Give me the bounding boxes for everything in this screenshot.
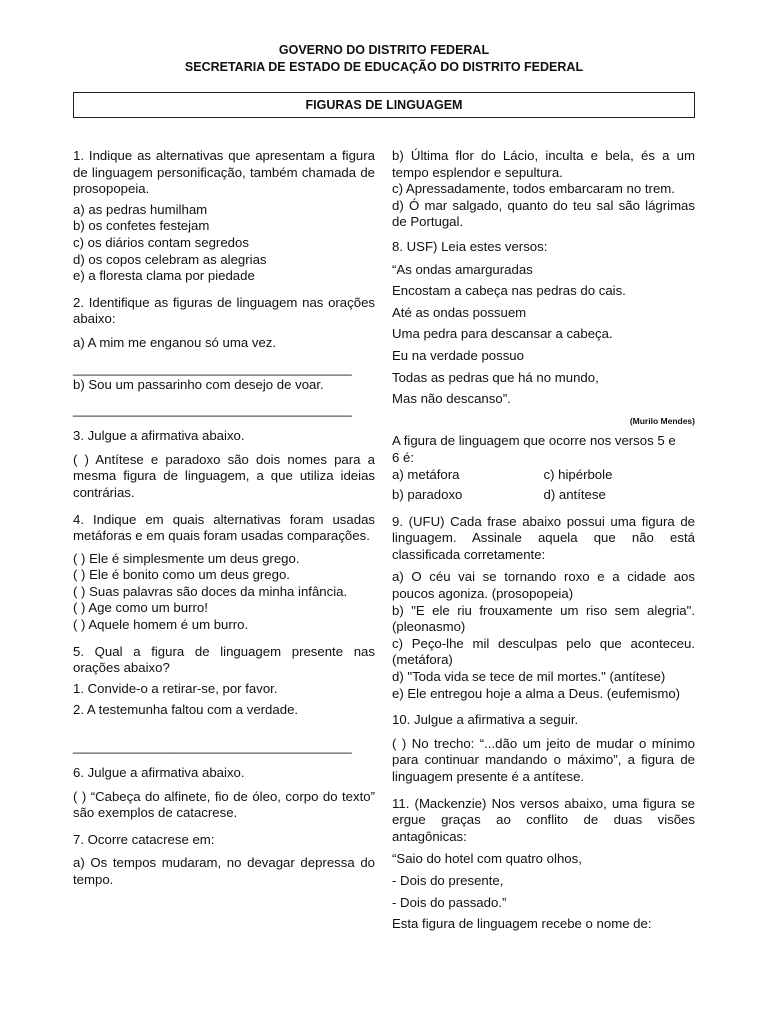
poem-source: (Murilo Mendes) [629,415,695,426]
question-4-item: ( ) Aquele homem é um burro. [73,617,249,633]
verses [392,851,695,911]
question-5-text: 5. Qual a figura de linguagem presente nas orações abaixo? [73,643,375,676]
poem-verse: Eu na verdade possuo [392,347,524,363]
question-4-text: 4. Indique em quais alternativas foram usadas metáforas e em quais foram usadas comparações. [73,511,375,544]
question-4 [73,512,375,634]
question-1-option: b) os confetes festejam [73,218,210,234]
question-10-statement: ( ) No trecho: “...dão um jeito de mudar o mínimo para continuar mandando o máximo”, a figura de linguagem presente é a antítese. [392,735,695,784]
question-8-question: A figura de linguagem que ocorre nos versos 5 e 6 é: [392,433,676,465]
question-9-item: d) "Toda vida se tece de mil mortes." (antítese) [392,669,666,685]
question-2-text: 2. Identifique as figuras de linguagem nas orações abaixo: [73,294,375,327]
answer-line[interactable]: ______________________________________ [73,402,352,418]
question-1-text: 1. Indique as alternativas que apresentam a figura de linguagem personificação, também chamada de prosopopeia. [73,148,375,197]
question-1 [73,148,375,285]
question-4-item: ( ) Suas palavras são doces da minha infância. [73,583,348,599]
question-7-option-c: c) Apressadamente, todos embarcaram no trem. [392,181,675,197]
question-8-text: 8. USF) Leia estes versos: [392,238,548,254]
question-2-item-b: b) Sou um passarinho com desejo de voar. [73,376,324,392]
question-9 [392,514,695,703]
page-title: FIGURAS DE LINGUAGEM [73,92,695,118]
question-7-text: 7. Ocorre catacrese em: [73,831,215,847]
answer-line[interactable]: ______________________________________ [73,360,352,376]
question-5 [73,644,375,755]
right-column [392,148,695,933]
question-1-option: d) os copos celebram as alegrias [73,251,267,267]
poem-verse: Até as ondas possuem [392,304,527,320]
verse: “Saio do hotel com quatro olhos, [392,851,582,867]
question-9-item: e) Ele entregou hoje a alma a Deus. (eufemismo) [392,685,681,701]
question-5-item: 1. Convide-o a retirar-se, por favor. [73,680,278,696]
question-7-option-d: d) Ó mar salgado, quanto do teu sal são lágrimas de Portugal. [392,197,695,230]
question-9-item: c) Peço-lhe mil desculpas pelo que aconteceu. (metáfora) [392,635,695,668]
question-8-option: c) hipérbole [543,466,613,482]
question-1-option: e) a floresta clama por piedade [73,268,255,284]
question-10 [392,712,695,785]
question-6 [73,765,375,822]
question-6-statement: ( ) “Cabeça do alfinete, fio de óleo, corpo do texto” são exemplos de catacrese. [73,788,375,821]
question-8-option: d) antítese [543,487,606,503]
poem-verse: “As ondas amarguradas [392,261,533,277]
question-11-text: 11. (Mackenzie) Nos versos abaixo, uma figura se ergue graças ao conflito de duas visões antagônicas: [392,795,695,844]
poem-verse: Todas as pedras que há no mundo, [392,369,599,385]
question-4-item: ( ) Age como um burro! [73,600,208,616]
question-1-option: c) os diários contam segredos [73,234,249,250]
poem-verse: Encostam a cabeça nas pedras do cais. [392,283,626,299]
question-7 [73,832,375,889]
answer-line[interactable]: ______________________________________ [73,739,352,755]
poem [392,262,695,408]
poem-verse: Mas não descanso”. [392,391,511,407]
header-government: GOVERNO DO DISTRITO FEDERAL [278,43,490,57]
question-7-option-a: a) Os tempos mudaram, no devagar depressa do tempo. [73,855,375,887]
verse: - Dois do passado.” [392,894,507,910]
question-2 [73,295,375,418]
question-3-statement: ( ) Antítese e paradoxo são dois nomes para a mesma figura de linguagem, a que utiliza ideias contrárias. [73,451,375,500]
document-header [0,42,768,76]
question-5-item: 2. A testemunha faltou com a verdade. [73,702,299,718]
question-3 [73,428,375,501]
question-2-item-a: a) A mim me enganou só uma vez. [73,334,277,350]
question-10-text: 10. Julgue a afirmativa a seguir. [392,712,579,728]
question-4-item: ( ) Ele é simplesmente um deus grego. [73,550,300,566]
verse: - Dois do presente, [392,872,504,888]
question-8 [392,239,695,504]
question-6-text: 6. Julgue a afirmativa abaixo. [73,765,245,781]
question-1-option: a) as pedras humilham [73,201,208,217]
question-8-options [392,467,695,504]
question-7-option-b: b) Última flor do Lácio, inculta e bela, és a um tempo esplendor e sepultura. [392,148,695,180]
question-7-continued [392,148,695,231]
question-11-question: Esta figura de linguagem recebe o nome de: [392,916,652,932]
question-8-option: a) metáfora [392,466,460,482]
question-9-item: b) "E ele riu frouxamente um riso sem alegria". (pleonasmo) [392,602,695,635]
left-column [73,148,375,889]
question-3-text: 3. Julgue a afirmativa abaixo. [73,428,245,444]
poem-verse: Uma pedra para descansar a cabeça. [392,326,613,342]
question-9-text: 9. (UFU) Cada frase abaixo possui uma figura de linguagem. Assinale aquela que não está classificada corretamente: [392,513,695,562]
question-4-item: ( ) Ele é bonito como um deus grego. [73,567,290,583]
header-secretariat: SECRETARIA DE ESTADO DE EDUCAÇÃO DO DISTRITO FEDERAL [184,60,584,74]
question-8-option: b) paradoxo [392,487,463,503]
question-9-item: a) O céu vai se tornando roxo e a cidade aos poucos agoniza. (prosopopeia) [392,569,695,602]
question-11 [392,796,695,933]
